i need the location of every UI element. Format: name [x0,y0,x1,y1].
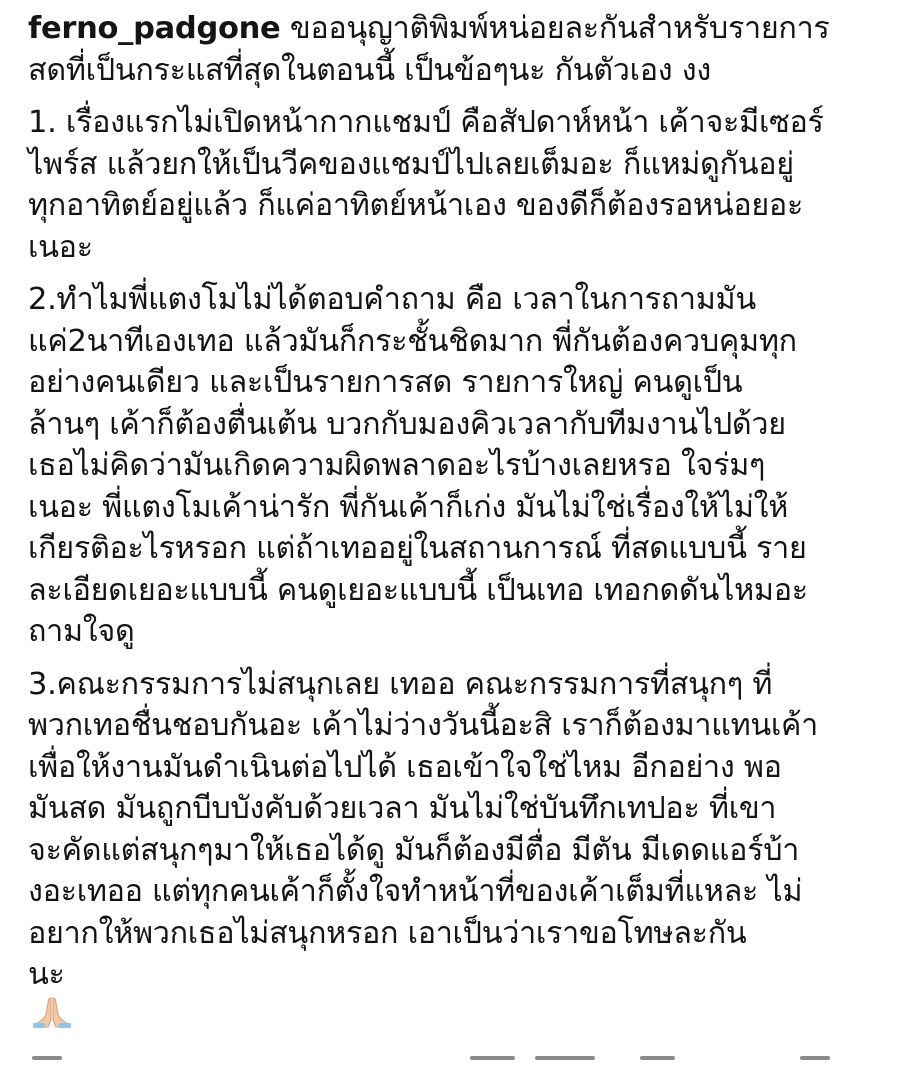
caption-line: เพื่อให้งานมันดำเนินต่อไปได้ เธอเข้าใจใช่ไหม อีกอย่าง พอ [28,749,782,785]
caption-line: 3.คณะกรรมการไม่สนุกเลย เทออ คณะกรรมการที่สนุกๆ ที่ [28,666,773,702]
caption-line [28,8,900,50]
caption-line: ละเอียดเยอะแบบนี้ คนดูเยอะแบบนี้ เป็นเทอ เทอกดดันไหมอะ [28,572,808,608]
caption-intro [28,8,900,91]
cutoff-mark [470,1056,515,1060]
next-line-cutoff [0,1050,920,1065]
caption-line: อย่างคนเดียว และเป็นรายการสด รายการใหญ่ คนดูเป็น [28,365,743,400]
post-caption [28,8,900,1050]
caption-line: ล้านๆ เค้าก็ต้องตื่นเต้น บวกกับมองคิวเวลากับทีมงานไปด้วย [28,406,786,442]
point-3 [28,664,900,1040]
intro-text: ขออนุญาติพิมพ์หน่อยละกันสำหรับรายการ [280,11,830,46]
caption-line: ถามใจดู [28,614,135,649]
folded-hands-icon-svg [30,996,74,1028]
caption-line: เธอไม่คิดว่ามันเกิดความผิดพลาดอะไรบ้างเลยหรอ ใจร่มๆ [28,448,766,483]
caption-line: เกียรติอะไรหรอก แต่ถ้าเทออยู่ในสถานการณ์ ที่สดแบบนี้ ราย [28,531,807,566]
point-2 [28,279,900,653]
caption-line: อยากให้พวกเธอไม่สนุกหรอก เอาเป็นว่าเราขอโทษละกัน [28,915,747,951]
cutoff-mark [32,1056,62,1060]
caption-line: จะคัดแต่สนุกๆมาให้เธอได้ดู มันก็ต้องมีตื่อ มีตัน มีเดดแอร์บ้า [28,832,800,868]
caption-line: ไพร์ส แล้วยกให้เป็นวีคของแชมป์ไปเลยเต็มอะ ก็แหม่ดูกันอยู่ [28,146,794,182]
caption-line: เนอะ พี่แตงโมเค้าน่ารัก พี่กันเค้าก็เก่ง มันไม่ใช่เรื่องให้ไม่ให้ [28,489,789,525]
caption-line: สดที่เป็นกระแสที่สุดในตอนนี้ เป็นข้อๆนะ กันตัวเอง งง [28,52,711,88]
caption-line: มันสด มันถูกบีบบังคับด้วยเวลา มันไม่ใช่บันทึกเทปอะ ที่เขา [28,791,777,826]
caption-line: แค่2นาทีเองเทอ แล้วมันก็กระชั้นชิดมาก พี่กันต้องควบคุมทุก [28,323,797,359]
cutoff-mark [640,1056,675,1060]
cutoff-mark [535,1056,595,1060]
ending-text: นะ [28,957,65,992]
point-1 [28,102,900,268]
caption-line: พวกเทอชื่นชอบกันอะ เค้าไม่ว่างวันนี้อะสิ เราก็ต้องมาแทนเค้า [28,708,818,743]
caption-line: งอะเทออ แต่ทุกคนเค้าก็ตั้งใจทำหน้าที่ของเค้าเต็มที่แหละ ไม่ [28,874,803,909]
caption-line: เนอะ [28,229,93,265]
username-link[interactable]: ferno_padgone [28,11,281,46]
folded-hands-icon [30,996,900,1040]
cutoff-mark [800,1056,830,1060]
caption-line: 1. เรื่องแรกไม่เปิดหน้ากากแชมป์ คือสัปดาห์หน้า เค้าจะมีเซอร์ [28,105,824,140]
caption-line: ทุกอาทิตย์อยู่แล้ว ก็แค่อาทิตย์หน้าเอง ของดีก็ต้องรอหน่อยอะ [28,188,804,223]
caption-line-ending [28,954,900,1039]
caption-line: 2.ทำไมพี่แตงโมไม่ได้ตอบคำถาม คือ เวลาในการถามมัน [28,282,756,317]
